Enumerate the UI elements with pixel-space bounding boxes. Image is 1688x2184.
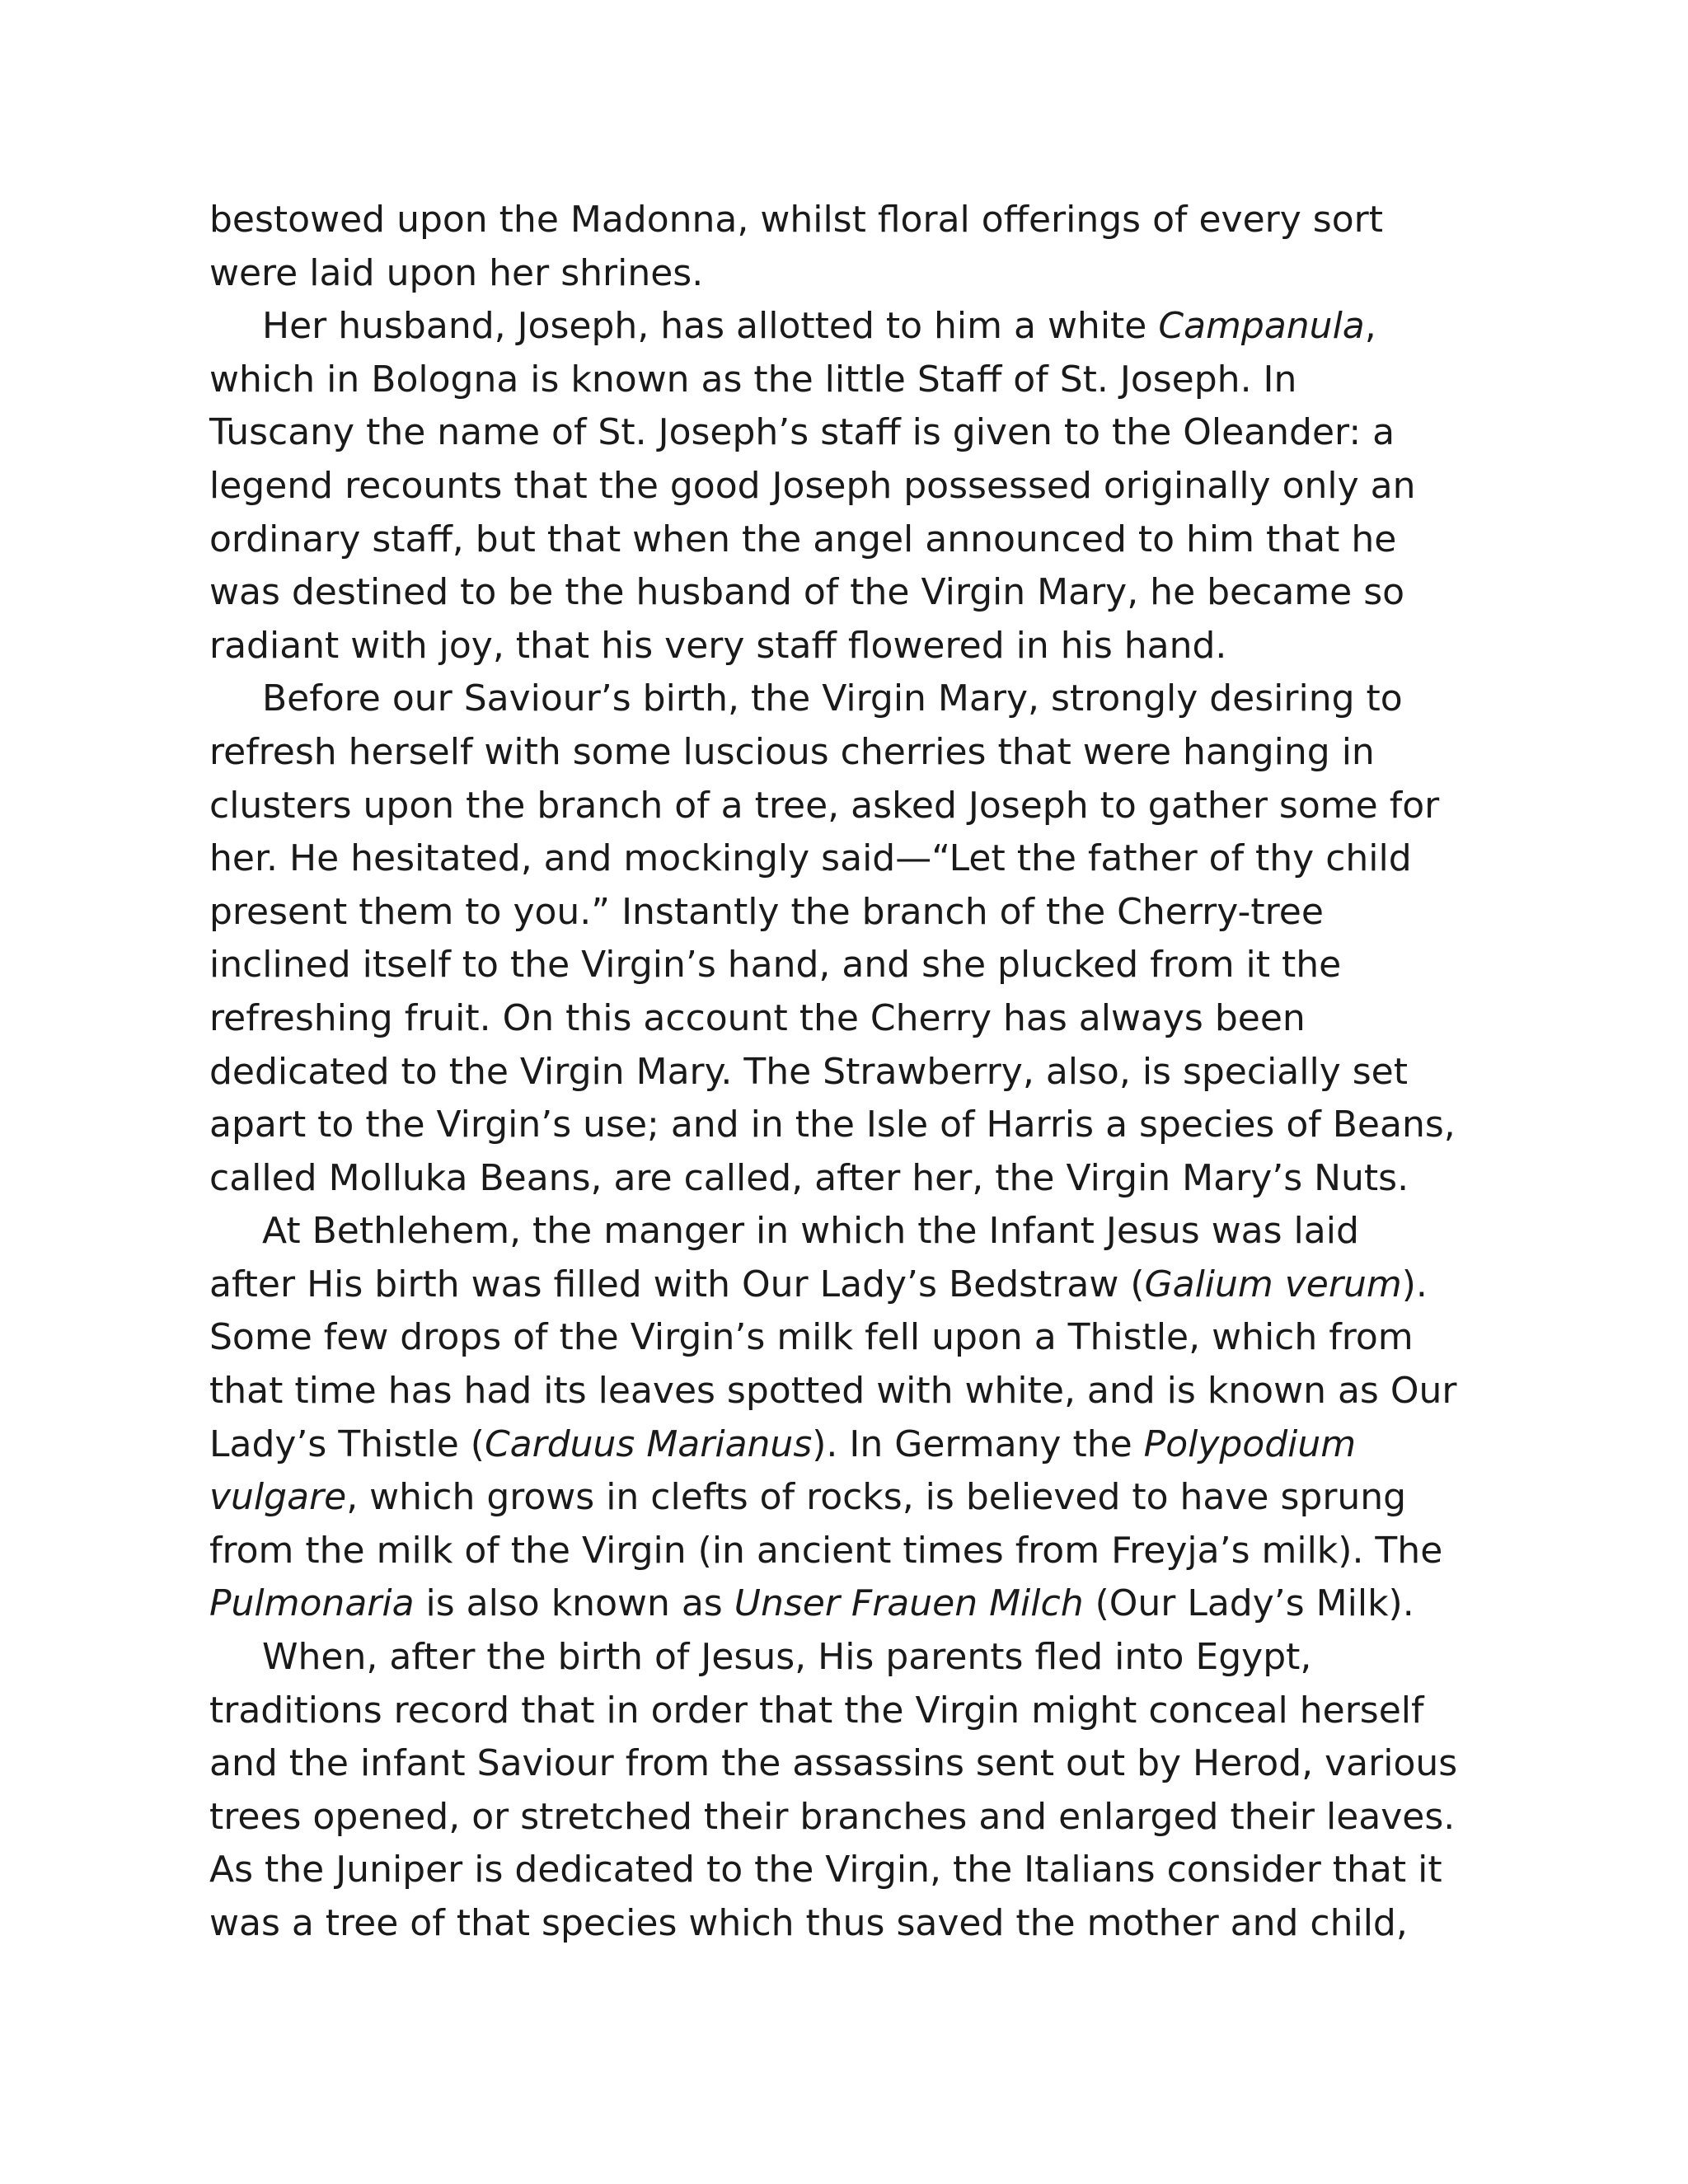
italic-text-segment: Campanula bbox=[1158, 305, 1365, 348]
text-segment: As the Juniper is dedicated to the Virgin, the Italians consider that it bbox=[209, 1849, 1442, 1891]
text-line bbox=[209, 1577, 1495, 1631]
text-line bbox=[209, 1631, 1495, 1685]
text-line bbox=[209, 1737, 1495, 1791]
text-line bbox=[209, 460, 1495, 513]
text-segment: legend recounts that the good Joseph possessed originally only an bbox=[209, 464, 1416, 507]
text-segment: from the milk of the Virgin (in ancient times from Freyja’s milk). The bbox=[209, 1529, 1443, 1572]
text-line bbox=[209, 300, 1495, 354]
text-line bbox=[209, 1791, 1495, 1844]
text-segment: , which grows in clefts of rocks, is believed to have sprung bbox=[346, 1476, 1407, 1519]
text-segment: was destined to be the husband of the Virgin Mary, he became so bbox=[209, 571, 1405, 614]
text-segment: Her husband, Joseph, has allotted to him a white bbox=[262, 305, 1159, 348]
text-line bbox=[209, 832, 1495, 886]
text-segment: Lady’s Thistle ( bbox=[209, 1422, 485, 1465]
text-segment: Some few drops of the Virgin’s milk fell upon a Thistle, which from bbox=[209, 1316, 1414, 1359]
text-segment: after His birth was filled with Our Lady’s Bedstraw ( bbox=[209, 1263, 1145, 1305]
text-line bbox=[209, 1205, 1495, 1258]
italic-text-segment: Galium verum bbox=[1144, 1263, 1402, 1305]
text-segment: apart to the Virgin’s use; and in the Isle of Harris a species of Beans, bbox=[209, 1104, 1456, 1146]
text-line bbox=[209, 1685, 1495, 1738]
text-line bbox=[209, 406, 1495, 460]
italic-text-segment: Polypodium bbox=[1143, 1422, 1357, 1465]
text-segment: Tuscany the name of St. Joseph’s staff is given to the Oleander: a bbox=[209, 411, 1395, 454]
text-line bbox=[209, 1152, 1495, 1206]
text-line bbox=[209, 1525, 1495, 1578]
text-line bbox=[209, 1046, 1495, 1099]
text-line bbox=[209, 1365, 1495, 1418]
text-segment: ). bbox=[1401, 1263, 1428, 1305]
italic-text-segment: Carduus Marianus bbox=[484, 1422, 813, 1465]
text-segment: inclined itself to the Virgin’s hand, and she plucked from it the bbox=[209, 944, 1342, 987]
text-segment: (Our Lady’s Milk). bbox=[1083, 1582, 1414, 1625]
text-segment: that time has had its leaves spotted with white, and is known as Our bbox=[209, 1370, 1457, 1413]
text-segment: and the infant Saviour from the assassins sent out by Herod, various bbox=[209, 1742, 1458, 1785]
text-line bbox=[209, 780, 1495, 833]
text-segment: Before our Saviour’s birth, the Virgin Mary, strongly desiring to bbox=[262, 677, 1403, 720]
text-segment: present them to you.” Instantly the branch of the Cherry-tree bbox=[209, 890, 1324, 933]
text-segment: refresh herself with some luscious cherries that were hanging in bbox=[209, 730, 1375, 773]
text-segment: traditions record that in order that the Virgin might conceal herself bbox=[209, 1689, 1424, 1732]
italic-text-segment: Pulmonaria bbox=[209, 1582, 415, 1625]
italic-text-segment: Unser Frauen Milch bbox=[734, 1582, 1084, 1625]
text-segment: her. He hesitated, and mockingly said—“Let the father of thy child bbox=[209, 837, 1412, 880]
text-line bbox=[209, 1311, 1495, 1365]
text-segment: When, after the birth of Jesus, His parents fled into Egypt, bbox=[262, 1636, 1312, 1679]
text-line bbox=[209, 1418, 1495, 1472]
text-line bbox=[209, 1099, 1495, 1152]
text-line bbox=[209, 194, 1495, 247]
text-line bbox=[209, 886, 1495, 940]
text-segment: bestowed upon the Madonna, whilst floral offerings of every sort bbox=[209, 199, 1383, 241]
italic-text-segment: vulgare bbox=[209, 1476, 347, 1519]
text-line bbox=[209, 673, 1495, 726]
text-segment: dedicated to the Virgin Mary. The Strawberry, also, is specially set bbox=[209, 1050, 1408, 1093]
text-line bbox=[209, 1844, 1495, 1897]
text-line bbox=[209, 1897, 1495, 1951]
text-line bbox=[209, 513, 1495, 567]
text-segment: is also known as bbox=[414, 1582, 734, 1625]
text-line bbox=[209, 247, 1495, 301]
text-line bbox=[209, 354, 1495, 407]
text-line bbox=[209, 726, 1495, 780]
text-segment: which in Bologna is known as the little Staff of St. Joseph. In bbox=[209, 358, 1297, 401]
text-segment: called Molluka Beans, are called, after her, the Virgin Mary’s Nuts. bbox=[209, 1156, 1409, 1199]
text-line bbox=[209, 992, 1495, 1046]
body-text bbox=[209, 194, 1495, 1951]
text-segment: At Bethlehem, the manger in which the Infant Jesus was laid bbox=[262, 1210, 1359, 1253]
text-segment: refreshing fruit. On this account the Cherry has always been bbox=[209, 996, 1306, 1039]
text-line bbox=[209, 566, 1495, 620]
text-segment: ordinary staff, but that when the angel announced to him that he bbox=[209, 518, 1397, 560]
text-segment: was a tree of that species which thus saved the mother and child, bbox=[209, 1902, 1408, 1944]
text-line bbox=[209, 1471, 1495, 1525]
text-line bbox=[209, 620, 1495, 673]
text-segment: radiant with joy, that his very staff flowered in his hand. bbox=[209, 624, 1227, 667]
text-segment: clusters upon the branch of a tree, asked Joseph to gather some for bbox=[209, 784, 1440, 827]
text-segment: , bbox=[1364, 305, 1376, 348]
text-segment: were laid upon her shrines. bbox=[209, 251, 704, 294]
text-line bbox=[209, 939, 1495, 992]
text-line bbox=[209, 1258, 1495, 1312]
text-segment: trees opened, or stretched their branches and enlarged their leaves. bbox=[209, 1795, 1456, 1838]
text-segment: ). In Germany the bbox=[812, 1422, 1144, 1465]
